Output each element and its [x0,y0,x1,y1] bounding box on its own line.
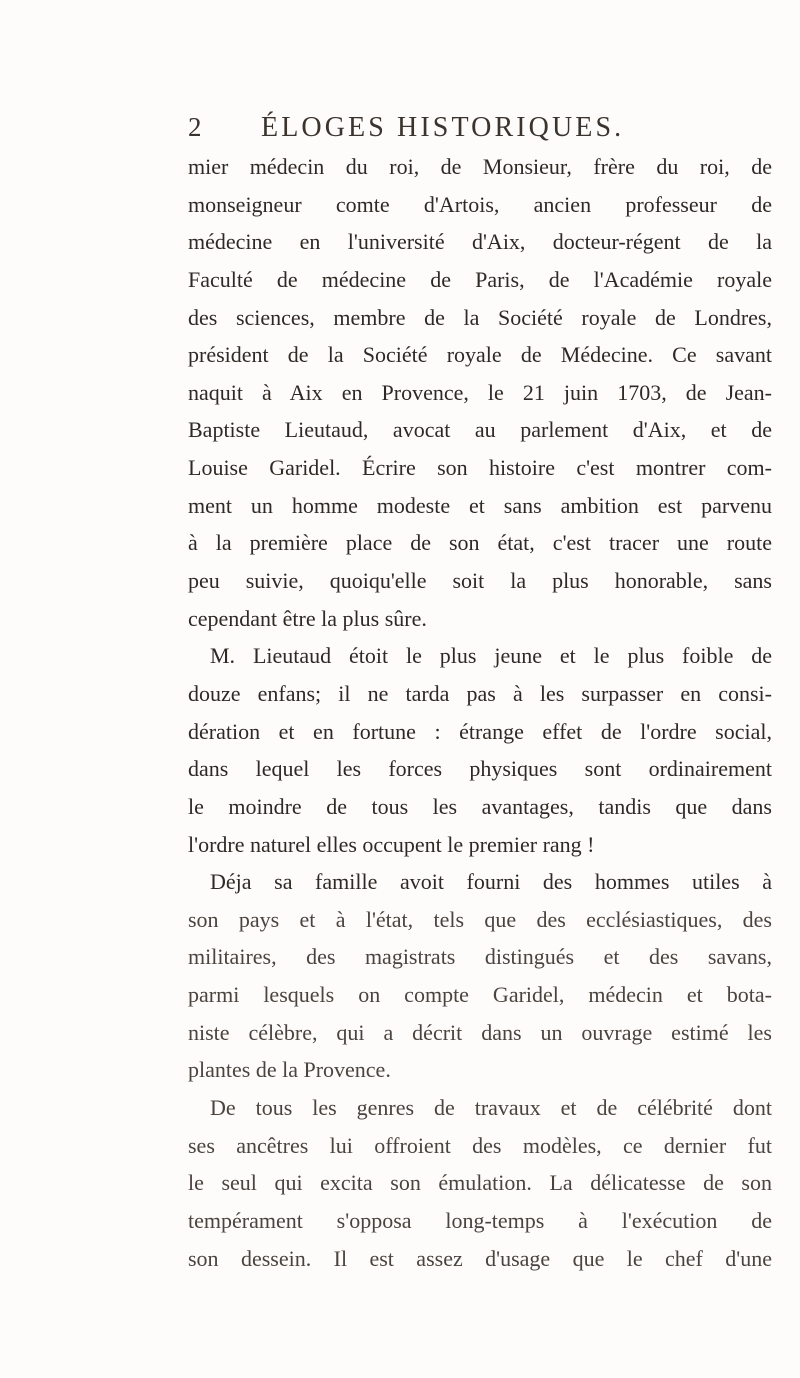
text-line: ses ancêtres lui offroient des modèles, ce dernier fut [188,1132,772,1158]
text-line: président de la Société royale de Médecine. Ce savant [188,342,772,368]
text-line: tempérament s'opposa long-temps à l'exécution de [188,1207,772,1233]
text-line: médecine en l'université d'Aix, docteur-régent de la [188,229,772,255]
text-line: le moindre de tous les avantages, tandis que dans [188,793,772,819]
text-line: son dessein. Il est assez d'usage que le chef d'une [188,1245,772,1271]
text-line: ment un homme modeste et sans ambition est parvenu [188,492,772,518]
page-number: 2 [188,112,203,142]
text-line: plantes de la Provence. [188,1057,391,1083]
text-line: cependant être la plus sûre. [188,605,427,631]
text-line: mier médecin du roi, de Monsieur, frère du roi, de [188,154,772,179]
text-line: le seul qui excita son émulation. La délicatesse de son [188,1170,772,1196]
text-line: Louise Garidel. Écrire son histoire c'est montrer com- [188,455,772,481]
text-line: naquit à Aix en Provence, le 21 juin 1703, de Jean- [188,379,772,405]
text-line: son pays et à l'état, tels que des ecclésiastiques, des [188,906,772,932]
body-text [188,148,772,1277]
text-line: monseigneur comte d'Artois, ancien professeur de [188,191,772,217]
text-line: dans lequel les forces physiques sont ordinairement [188,756,772,782]
running-head [188,112,788,152]
text-line: militaires, des magistrats distingués et des savans, [188,944,772,970]
text-line: douze enfans; il ne tarda pas à les surpasser en consi- [188,680,772,706]
text-line: dération et en fortune : étrange effet de l'ordre social, [188,718,772,744]
text-line: M. Lieutaud étoit le plus jeune et le plus foible de [210,643,772,669]
text-line: De tous les genres de travaux et de célébrité dont [210,1095,772,1121]
text-line: l'ordre naturel elles occupent le premier rang ! [188,831,595,857]
text-line: Déja sa famille avoit fourni des hommes utiles à [210,869,772,895]
text-line: Baptiste Lieutaud, avocat au parlement d'Aix, et de [188,417,772,443]
text-line: parmi lesquels on compte Garidel, médecin et bota- [188,982,772,1008]
text-line: niste célèbre, qui a décrit dans un ouvrage estimé les [188,1019,772,1045]
running-head-title: ÉLOGES HISTORIQUES. [261,112,625,143]
text-line: à la première place de son état, c'est tracer une route [188,530,772,556]
text-line: Faculté de médecine de Paris, de l'Académie royale [188,266,772,292]
text-line: peu suivie, quoiqu'elle soit la plus honorable, sans [188,568,772,594]
text-line: des sciences, membre de la Société royale de Londres, [188,304,772,330]
